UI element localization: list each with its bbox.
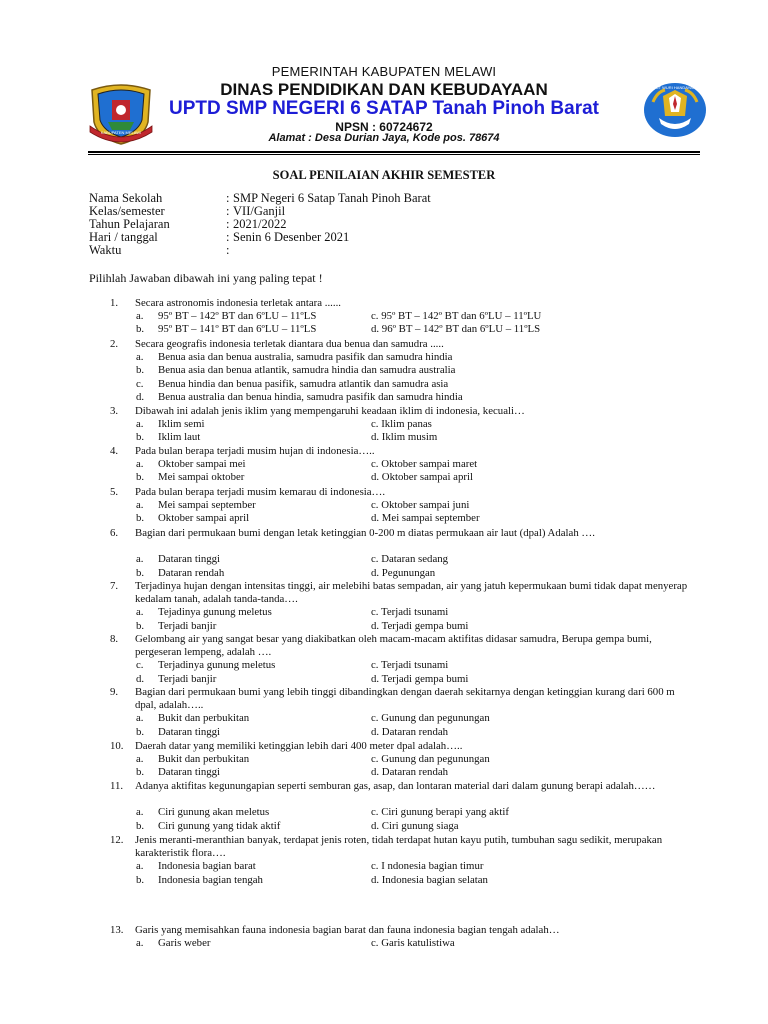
option-text[interactable]: Garis weber xyxy=(158,937,211,950)
option-text-right[interactable]: c. Dataran sedang xyxy=(371,553,449,566)
question-number: 8. xyxy=(110,633,119,645)
option-text-right[interactable]: d. Iklim musim xyxy=(371,431,438,444)
instruction-text: Pilihlah Jawaban dibawah ini yang paling tepat ! xyxy=(89,271,323,285)
answer-option-row xyxy=(0,673,768,686)
answer-option-row xyxy=(0,620,768,633)
question-number: 2. xyxy=(110,338,119,350)
answer-option-row xyxy=(0,323,768,336)
info-row-date xyxy=(89,231,689,244)
answer-option-row xyxy=(0,712,768,725)
option-text[interactable]: Benua hindia dan benua pasifik, samudra atlantik dan samudra asia xyxy=(158,377,449,390)
option-text-right[interactable]: c. Gunung dan pegunungan xyxy=(371,753,490,766)
option-letter: a. xyxy=(136,418,144,431)
option-text[interactable]: Iklim laut xyxy=(158,431,201,444)
option-letter: c. xyxy=(136,377,144,390)
option-letter: a. xyxy=(136,860,144,873)
option-text[interactable]: Mei sampai oktober xyxy=(158,471,245,484)
option-letter: d. xyxy=(136,672,145,685)
option-text-right[interactable]: d. Oktober sampai april xyxy=(371,471,473,484)
answer-option-row xyxy=(0,753,768,766)
option-letter: a. xyxy=(136,499,144,512)
option-letter: a. xyxy=(136,458,144,471)
option-letter: a. xyxy=(136,806,144,819)
option-text[interactable]: Terjadinya gunung meletus xyxy=(158,659,276,672)
option-text[interactable]: Indonesia bagian barat xyxy=(158,860,256,873)
question-text: Adanya aktifitas kegunungapian seperti semburan gas, asap, dan lontaran material dari dalam gunung berapi adalah…… xyxy=(135,780,656,792)
option-text[interactable]: Dataran rendah xyxy=(158,566,225,579)
question-text: Bagian dari permukaan bumi dengan letak ketinggian 0-200 m diatas permukaan air laut (dpal) Adalah …. xyxy=(135,527,595,539)
info-colon: : xyxy=(226,217,230,231)
info-label: Hari / tanggal xyxy=(89,230,158,244)
info-value: SMP Negeri 6 Satap Tanah Pinoh Barat xyxy=(233,191,431,205)
question-number: 10. xyxy=(110,740,124,752)
answer-option-row xyxy=(0,820,768,833)
school-address: Alamat : Desa Durian Jaya, Kode pos. 78674 xyxy=(268,132,500,144)
info-colon: : xyxy=(226,191,230,205)
option-text[interactable]: Bukit dan perbukitan xyxy=(158,712,250,725)
answer-option-row xyxy=(0,458,768,471)
option-text[interactable]: 95º BT – 142º BT dan 6ºLU – 11ºLS xyxy=(158,310,317,323)
answer-option-row xyxy=(0,512,768,525)
option-text[interactable]: Iklim semi xyxy=(158,418,205,431)
answer-option-row xyxy=(0,499,768,512)
option-letter: b. xyxy=(136,766,145,779)
option-letter: b. xyxy=(136,364,145,377)
option-letter: b. xyxy=(136,471,145,484)
option-text[interactable]: Benua asia dan benua atlantik, samudra hindia dan samudra australia xyxy=(158,364,456,377)
option-letter: b. xyxy=(136,819,145,832)
option-text-right[interactable]: c. Oktober sampai maret xyxy=(371,458,478,471)
answer-option-row xyxy=(0,806,768,819)
info-row-class xyxy=(89,205,689,218)
answer-option-row xyxy=(0,364,768,377)
option-text[interactable]: Dataran tinggi xyxy=(158,553,221,566)
question-text: Dibawah ini adalah jenis iklim yang mempengaruhi keadaan iklim di indonesia, kecuali… xyxy=(135,405,525,417)
option-letter: a. xyxy=(136,553,144,566)
option-letter: a. xyxy=(136,310,144,323)
question-text: Secara astronomis indonesia terletak antara ...... xyxy=(135,297,341,309)
answer-option-row xyxy=(0,391,768,404)
info-row-year xyxy=(89,218,689,231)
exam-title: SOAL PENILAIAN AKHIR SEMESTER xyxy=(272,168,496,182)
option-text[interactable]: Mei sampai september xyxy=(158,499,256,512)
option-text-right[interactable]: d. Terjadi gempa bumi xyxy=(371,619,469,632)
exam-info-block xyxy=(89,192,689,257)
option-letter: b. xyxy=(136,619,145,632)
option-text-right[interactable]: d. Dataran rendah xyxy=(371,725,449,738)
option-text[interactable]: Dataran tinggi xyxy=(158,725,221,738)
option-text-right[interactable]: d. Terjadi gempa bumi xyxy=(371,672,469,685)
option-text[interactable]: Benua australia dan benua hindia, samudra pasifik dan samudra hindia xyxy=(158,390,463,403)
info-row-time xyxy=(89,244,689,257)
option-text-right[interactable]: d. Dataran rendah xyxy=(371,766,449,779)
option-text-right[interactable]: c. Iklim panas xyxy=(371,418,432,431)
question-number: 1. xyxy=(110,297,119,309)
answer-option-row xyxy=(0,937,768,950)
department-name: DINAS PENDIDIKAN DAN KEBUDAYAAN xyxy=(220,80,548,99)
option-text-right[interactable]: d. Indonesia bagian selatan xyxy=(371,873,488,886)
answer-option-row xyxy=(0,431,768,444)
option-text-right[interactable]: d. 96º BT – 142º BT dan 6ºLU – 11ºLS xyxy=(371,323,541,336)
option-text[interactable]: Oktober sampai mei xyxy=(158,458,246,471)
question-text: Terjadinya hujan dengan intensitas tinggi, air melebihi batas sempadan, air yang jatuh kepermukaan bumi tidak dapat menyerap kedalam tanah, adalah tanda-tanda…. xyxy=(135,580,688,605)
option-text[interactable]: Tejadinya gunung meletus xyxy=(158,606,272,619)
option-letter: a. xyxy=(136,351,144,364)
option-letter: a. xyxy=(136,606,144,619)
info-value: 2021/2022 xyxy=(233,217,287,231)
option-text[interactable]: Indonesia bagian tengah xyxy=(158,873,263,886)
info-value: VII/Ganjil xyxy=(233,204,286,218)
answer-option-row xyxy=(0,378,768,391)
question-number: 9. xyxy=(110,686,119,698)
info-label: Nama Sekolah xyxy=(89,191,163,205)
answer-option-row xyxy=(0,659,768,672)
option-letter: a. xyxy=(136,753,144,766)
answer-option-row xyxy=(0,860,768,873)
option-letter: b. xyxy=(136,873,145,886)
letterhead xyxy=(0,0,768,160)
option-text-right[interactable]: d. Mei sampai september xyxy=(371,512,480,525)
question-number: 11. xyxy=(110,780,124,792)
question-number: 13. xyxy=(110,924,124,936)
question-text: Gelombang air yang sangat besar yang diakibatkan oleh macam-macam aktifitas didasar samudra, Berupa gempa bumi, pergeseran lempeng, adalah …. xyxy=(135,633,652,658)
school-name: UPTD SMP NEGERI 6 SATAP Tanah Pinoh Barat xyxy=(168,98,600,119)
option-text-right[interactable]: d. Pegunungan xyxy=(371,566,436,579)
question-text: Bagian dari permukaan bumi yang lebih tinggi dibandingkan dengan daerah sekitarnya dengan ketinggian kurang dari 600 m dpal, adalah….. xyxy=(135,686,675,711)
letterhead-divider-thick xyxy=(88,151,700,153)
info-colon: : xyxy=(226,243,230,257)
answer-option-row xyxy=(0,553,768,566)
option-letter: b. xyxy=(136,431,145,444)
option-text[interactable]: 95º BT – 141º BT dan 6ºLU – 11ºLS xyxy=(158,323,317,336)
option-text-right[interactable]: c. Ciri gunung berapi yang aktif xyxy=(371,806,509,819)
question-text: Pada bulan berapa terjadi musim kemarau di indonesia…. xyxy=(135,486,386,498)
info-label: Tahun Pelajaran xyxy=(89,217,170,231)
question-number: 7. xyxy=(110,580,119,592)
option-text-right[interactable]: c. Oktober sampai juni xyxy=(371,499,470,512)
info-label: Kelas/semester xyxy=(89,204,165,218)
option-text-right[interactable]: c. Gunung dan pegunungan xyxy=(371,712,490,725)
option-text-right[interactable]: c. Terjadi tsunami xyxy=(371,659,449,672)
answer-option-row xyxy=(0,471,768,484)
option-text-right[interactable]: d. Ciri gunung siaga xyxy=(371,819,459,832)
option-text[interactable]: Ciri gunung akan meletus xyxy=(158,806,270,819)
answer-option-row xyxy=(0,567,768,580)
answer-option-row xyxy=(0,766,768,779)
info-colon: : xyxy=(226,230,230,244)
question-text: Secara geografis indonesia terletak diantara dua benua dan samudra ..... xyxy=(135,338,444,350)
info-colon: : xyxy=(226,204,230,218)
info-value: Senin 6 Desenber 2021 xyxy=(233,230,350,244)
answer-option-row xyxy=(0,606,768,619)
svg-text:KABUPATEN MELAWI: KABUPATEN MELAWI xyxy=(100,130,142,135)
option-text-right[interactable]: c. Garis katulistiwa xyxy=(371,937,455,950)
answer-option-row xyxy=(0,418,768,431)
question-number: 5. xyxy=(110,486,119,498)
question-text: Jenis meranti-meranthian banyak, terdapat jenis roten, tidah terdapat hutan kayu putih, tumbuhan sagu sedikit, merupakan karakteristik flora…. xyxy=(135,834,663,859)
option-text[interactable]: Terjadi banjir xyxy=(158,619,217,632)
answer-option-row xyxy=(0,310,768,323)
question-text: Daerah datar yang memiliki ketinggian lebih dari 400 meter dpal adalah….. xyxy=(135,740,463,752)
option-letter: d. xyxy=(136,390,145,403)
answer-option-row xyxy=(0,351,768,364)
info-row-school xyxy=(89,192,689,205)
option-letter: a. xyxy=(136,937,144,950)
government-name: PEMERINTAH KABUPATEN MELAWI xyxy=(271,64,497,79)
option-text[interactable]: Bukit dan perbukitan xyxy=(158,753,250,766)
option-text[interactable]: Dataran tinggi xyxy=(158,766,221,779)
option-text-right[interactable]: c. Terjadi tsunami xyxy=(371,606,449,619)
option-text[interactable]: Oktober sampai april xyxy=(158,512,250,525)
option-letter: b. xyxy=(136,566,145,579)
option-text[interactable]: Ciri gunung yang tidak aktif xyxy=(158,819,281,832)
option-text-right[interactable]: c. I ndonesia bagian timur xyxy=(371,860,484,873)
answer-option-row xyxy=(0,726,768,739)
school-npsn: NPSN : 60724672 xyxy=(335,120,433,134)
question-text: Garis yang memisahkan fauna indonesia bagian barat dan fauna indonesia bagian tengah adalah… xyxy=(135,924,560,936)
option-text[interactable]: Terjadi banjir xyxy=(158,672,217,685)
answer-option-row xyxy=(0,874,768,887)
question-number: 6. xyxy=(110,527,119,539)
option-text[interactable]: Benua asia dan benua australia, samudra pasifik dan samudra hindia xyxy=(158,351,453,364)
question-text: Pada bulan berapa terjadi musim hujan di indonesia….. xyxy=(135,445,375,457)
option-letter: a. xyxy=(136,712,144,725)
option-letter: b. xyxy=(136,512,145,525)
svg-text:TUT WURI HANDAYANI: TUT WURI HANDAYANI xyxy=(653,85,697,90)
option-letter: b. xyxy=(136,323,145,336)
question-number: 4. xyxy=(110,445,119,457)
option-letter: c. xyxy=(136,659,144,672)
letterhead-divider-thin xyxy=(88,154,700,155)
option-letter: b. xyxy=(136,725,145,738)
option-text-right[interactable]: c. 95º BT – 142º BT dan 6ºLU – 11ºLU xyxy=(371,310,542,323)
question-number: 3. xyxy=(110,405,119,417)
info-label: Waktu xyxy=(89,243,122,257)
question-number: 12. xyxy=(110,834,124,846)
